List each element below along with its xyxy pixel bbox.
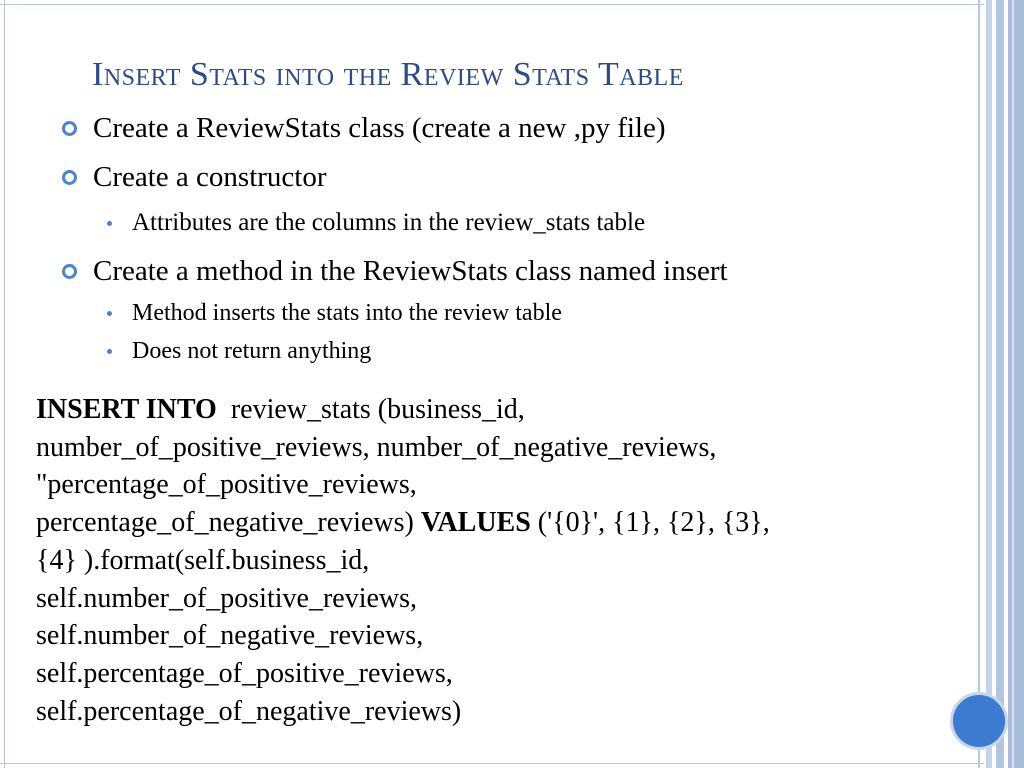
code-text: review_stats (business_id, [230, 394, 525, 425]
code-line: self.percentage_of_positive_reviews, [36, 657, 453, 689]
code-text: percentage_of_negative_reviews) [36, 507, 414, 539]
ring-bullet-icon [62, 121, 77, 136]
code-line: self.number_of_positive_reviews, [36, 582, 418, 614]
code-line: self.number_of_negative_reviews, [36, 620, 424, 652]
code-line: {4} ).format(self.business_id, [36, 544, 370, 576]
code-line: self.percentage_of_negative_reviews) [36, 695, 462, 727]
sub-bullet-text: Does not return anything [132, 338, 372, 364]
sub-bullet-item [107, 300, 562, 327]
dot-bullet-icon [107, 349, 112, 354]
sql-keyword-insert: INSERT INTO [36, 394, 217, 425]
dot-bullet-icon [107, 221, 112, 226]
code-text: ('{0}', {1}, {2}, {3}, [537, 507, 770, 539]
side-stripe [1012, 0, 1014, 768]
bullet-item [62, 112, 666, 145]
dot-bullet-icon [107, 311, 112, 316]
frame-top-line [0, 4, 984, 5]
sub-bullet-item [107, 209, 645, 237]
sql-keyword-values: VALUES [420, 507, 531, 539]
side-stripe [986, 0, 992, 768]
corner-circle-decoration [950, 692, 1008, 750]
sub-bullet-item [107, 338, 371, 365]
slide-title: Insert Stats into the Review Stats Table [92, 56, 684, 93]
code-line [36, 391, 936, 429]
bullet-text: Create a ReviewStats class (create a new ,py file) [93, 112, 666, 144]
side-stripe [1008, 0, 1024, 768]
code-line [36, 504, 936, 542]
bullet-item [62, 161, 327, 194]
side-stripe [996, 0, 1004, 768]
bullet-item [62, 255, 728, 288]
ring-bullet-icon [62, 170, 77, 185]
ring-bullet-icon [62, 264, 77, 279]
code-line: number_of_positive_reviews, number_of_negative_reviews, [36, 431, 717, 463]
sub-bullet-text: Attributes are the columns in the review_stats table [132, 209, 646, 236]
bullet-text: Create a method in the ReviewStats class named insert [93, 255, 728, 287]
side-stripe [978, 0, 980, 768]
frame-left-line [4, 0, 5, 768]
code-line: "percentage_of_positive_reviews, [36, 469, 417, 501]
frame-bottom-line [0, 763, 984, 764]
bullet-text: Create a constructor [93, 161, 327, 193]
sub-bullet-text: Method inserts the stats into the review table [132, 300, 562, 326]
sql-code-block [36, 391, 936, 730]
